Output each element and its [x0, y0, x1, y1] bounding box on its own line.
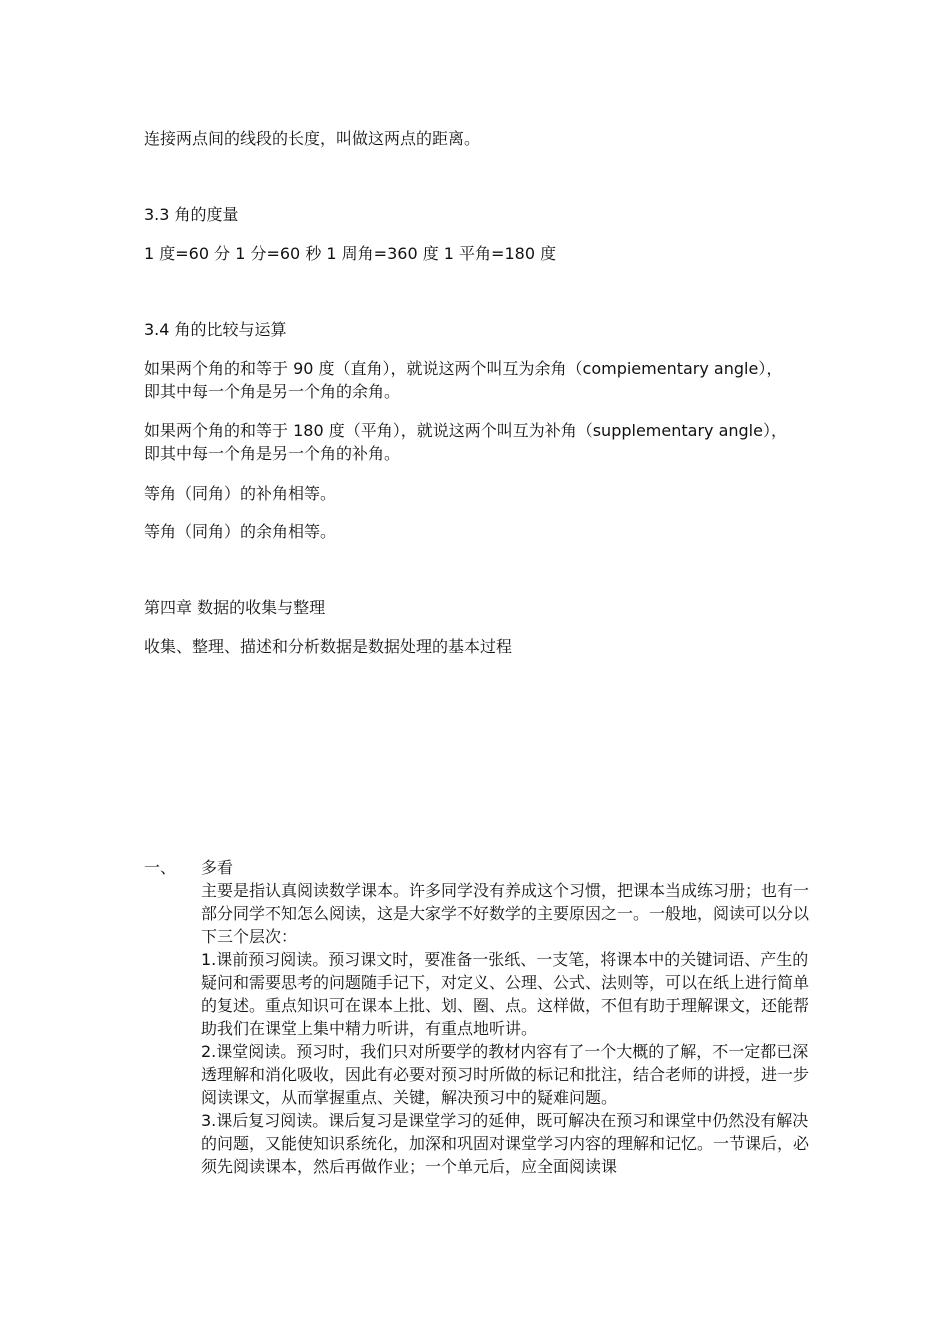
- paragraph-data-process: 收集、整理、描述和分析数据是数据处理的基本过程: [144, 637, 513, 656]
- list-item-body: [201, 879, 811, 1178]
- list-paragraph: 2.课堂阅读。预习时，我们只对所要学的教材内容有了一个大概的了解，不一定都已深透理解和消化吸收，因此有必要对预习时所做的标记和批注，结合老师的讲授，进一步阅读课文，从而掌握重点、关键，解决预习中的疑难问题。: [201, 1042, 810, 1107]
- list-paragraph: 主要是指认真阅读数学课本。许多同学没有养成这个习惯，把课本当成练习册；也有一部分同学不知怎么阅读，这是大家学不好数学的主要原因之一。一般地，阅读可以分以下三个层次：: [201, 881, 810, 946]
- list-paragraph: 3.课后复习阅读。课后复习是课堂学习的延伸，既可解决在预习和课堂中仍然没有解决的问题，又能使知识系统化，加深和巩固对课堂学习内容的理解和记忆。一节课后，必须先阅读课本，然后再做作业；一个单元后，应全面阅读课: [201, 1111, 810, 1176]
- heading-3-3: 3.3 角的度量: [144, 205, 239, 224]
- paragraph-supplementary: 如果两个角的和等于 180 度（平角），就说这两个叫互为补角（supplementary angle），即其中每一个角是另一个角的补角。: [144, 421, 787, 463]
- list-marker: 一、: [144, 858, 177, 877]
- heading-3-4: 3.4 角的比较与运算: [144, 320, 287, 339]
- list-paragraph: 1.课前预习阅读。预习课文时，要准备一张纸、一支笔，将课本中的关键词语、产生的疑问和需要思考的问题随手记下，对定义、公理、公式、法则等，可以在纸上进行简单的复述。重点知识可在课本上批、划、圈、点。这样做，不但有助于理解课文，还能帮助我们在课堂上集中精力听讲，有重点地听讲。: [201, 950, 810, 1038]
- paragraph-complementary: 如果两个角的和等于 90 度（直角），就说这两个叫互为余角（compiementary angle），即其中每一个角是另一个角的余角。: [144, 359, 783, 401]
- heading-chapter-4: 第四章 数据的收集与整理: [144, 598, 326, 617]
- paragraph-distance: 连接两点间的线段的长度，叫做这两点的距离。: [144, 129, 481, 148]
- paragraph-equal-supplements: 等角（同角）的补角相等。: [144, 484, 337, 503]
- paragraph-angle-units: 1 度=60 分 1 分=60 秒 1 周角=360 度 1 平角=180 度: [144, 244, 557, 263]
- paragraph-equal-complements: 等角（同角）的余角相等。: [144, 522, 337, 541]
- list-item-title: 多看: [201, 858, 234, 877]
